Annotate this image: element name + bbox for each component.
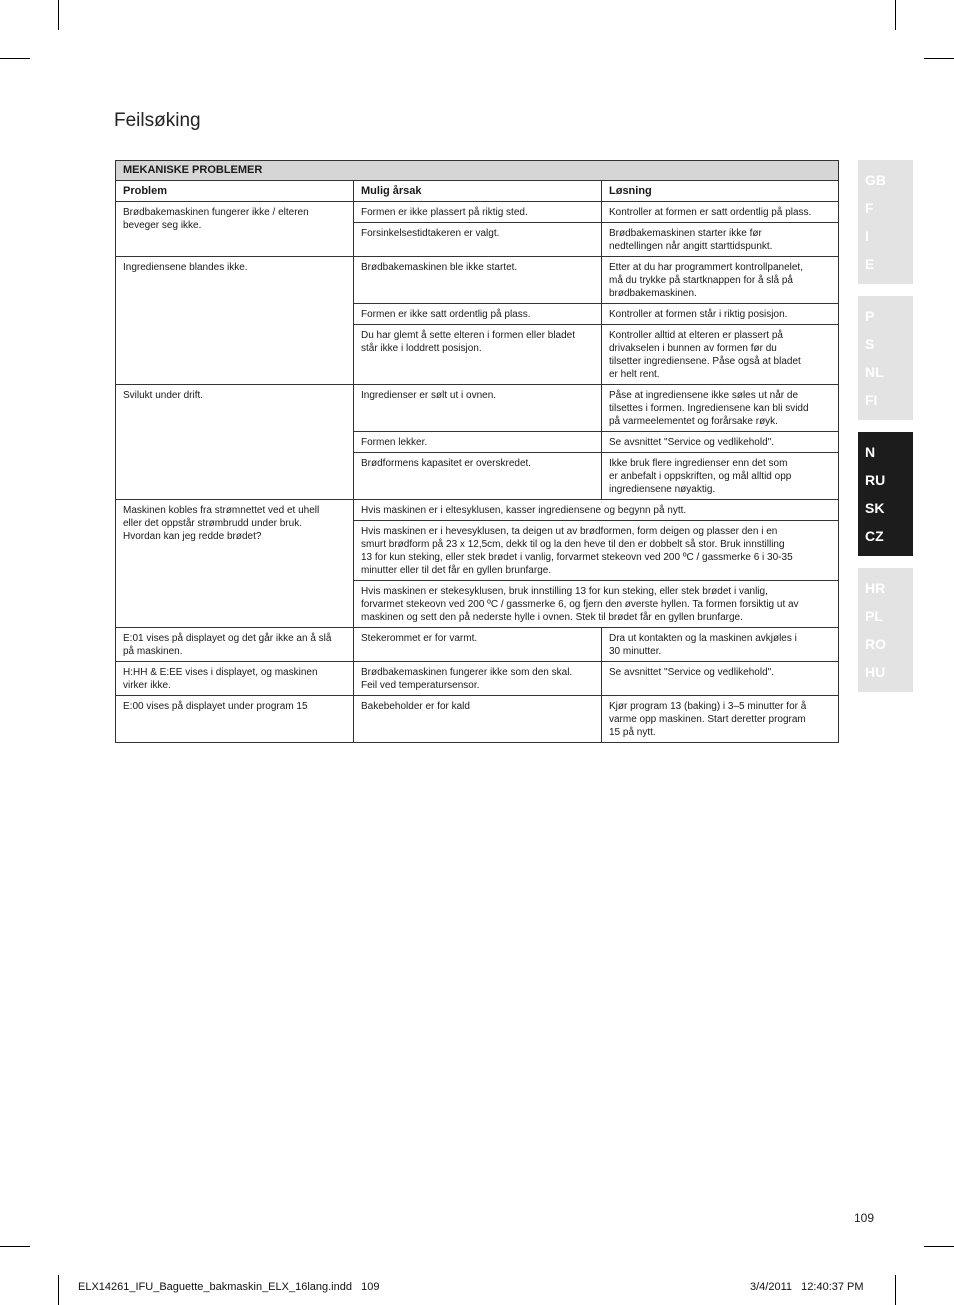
cause-cell: Du har glemt å sette elteren i formen eller bladet står ikke i loddrett posisjon. <box>354 325 602 385</box>
troubleshooting-table <box>115 160 839 743</box>
cause-cell: Bakebeholder er for kald <box>354 696 602 743</box>
language-tab-label: RO <box>865 636 886 652</box>
language-tab-label: S <box>865 336 875 352</box>
solution-cell: Etter at du har programmert kontrollpanelet, må du trykke på startknappen for å slå på brødbakemaskinen. <box>602 257 839 304</box>
crop-mark <box>895 0 896 30</box>
language-tab-label: E <box>865 256 875 272</box>
crop-mark <box>58 1275 59 1305</box>
language-tab-label: RU <box>865 472 886 488</box>
cause-cell: Formen er ikke plassert på riktig sted. <box>354 202 602 223</box>
column-header-row <box>116 181 839 202</box>
language-tab-label: HR <box>865 580 886 596</box>
cause-cell: Brødbakemaskinen ble ikke startet. <box>354 257 602 304</box>
table-row <box>116 696 839 743</box>
language-tab-group[interactable] <box>858 568 913 692</box>
language-tab-group[interactable] <box>858 296 913 420</box>
language-tab-label: GB <box>865 172 886 188</box>
solution-cell: Brødbakemaskinen starter ikke før nedtellingen når angitt starttidspunkt. <box>602 223 839 257</box>
column-header: Problem <box>116 181 354 202</box>
cause-cell: Brødbakemaskinen fungerer ikke som den skal. Feil ved temperatursensor. <box>354 662 602 696</box>
cause-cell: Stekerommet er for varmt. <box>354 628 602 662</box>
language-tab-label: SK <box>865 500 885 516</box>
page-title: Feilsøking <box>114 110 201 131</box>
solution-cell: Kontroller at formen står i riktig posisjon. <box>602 304 839 325</box>
language-tab-group[interactable] <box>858 432 913 556</box>
table-row <box>116 257 839 304</box>
cause-cell: Formen lekker. <box>354 432 602 453</box>
language-tab-label: FI <box>865 392 878 408</box>
column-header: Løsning <box>602 181 839 202</box>
footer-date: 3/4/2011 12:40:37 PM <box>750 1281 864 1293</box>
problem-cell: E:01 vises på displayet og det går ikke an å slå på maskinen. <box>116 628 354 662</box>
language-tab-label: N <box>865 444 876 460</box>
solution-cell: Kontroller at formen er satt ordentlig på plass. <box>602 202 839 223</box>
section-header-row <box>116 161 839 181</box>
column-header: Mulig årsak <box>354 181 602 202</box>
problem-cell: Svilukt under drift. <box>116 385 354 500</box>
solution-cell: Dra ut kontakten og la maskinen avkjøles i 30 minutter. <box>602 628 839 662</box>
solution-cell: Kjør program 13 (baking) i 3–5 minutter for å varme opp maskinen. Start deretter program 15 på nytt. <box>602 696 839 743</box>
crop-mark <box>0 58 30 59</box>
table-row <box>116 662 839 696</box>
language-tab-label: HU <box>865 664 886 680</box>
problem-cell: Ingrediensene blandes ikke. <box>116 257 354 385</box>
table-row <box>116 628 839 662</box>
solution-cell: Se avsnittet "Service og vedlikehold". <box>602 662 839 696</box>
solution-cell: Ikke bruk flere ingredienser enn det som er anbefalt i oppskriften, og mål alltid opp ingrediensene nøyaktig. <box>602 453 839 500</box>
language-tab-label: P <box>865 308 875 324</box>
advice-cell: Hvis maskinen er stekesyklusen, bruk innstilling 13 for kun steking, eller stek brødet i vanlig, forvarmet stekeovn ved 200 ºC / gassmerke 6, og fjern den øverste hyllen. Ta formen forsiktig ut av maskinen og sett den på nederste hylle i ovnen. Stek til brødet får en gyllen brunfarge. <box>354 581 839 628</box>
language-tab-label: I <box>865 228 869 244</box>
crop-mark <box>924 1246 954 1247</box>
footer-file-info: ELX14261_IFU_Baguette_bakmaskin_ELX_16lang.indd 109 <box>78 1281 380 1293</box>
crop-mark <box>0 1246 30 1247</box>
advice-cell: Hvis maskinen er i eltesyklusen, kasser ingrediensene og begynn på nytt. <box>354 500 839 521</box>
problem-cell: H:HH & E:EE vises i displayet, og maskinen virker ikke. <box>116 662 354 696</box>
cause-cell: Brødformens kapasitet er overskredet. <box>354 453 602 500</box>
language-tab-label: PL <box>865 608 883 624</box>
problem-cell: E:00 vises på displayet under program 15 <box>116 696 354 743</box>
solution-cell: Påse at ingrediensene ikke søles ut når de tilsettes i formen. Ingrediensene kan bli svidd på varmeelementet og forårsake røyk. <box>602 385 839 432</box>
advice-cell: Hvis maskinen er i hevesyklusen, ta deigen ut av brødformen, form deigen og plasser den i en smurt brødform på 23 x 12,5cm, dekk til og la den heve til den er dobbelt så stor. Bruk innstilling 13 for kun steking, eller stek brødet i vanlig, forvarmet stekeovn ved 200 ºC / gassmerke 6 i 30-35 minutter eller til det får en gyllen brunfarge. <box>354 521 839 581</box>
problem-cell: Brødbakemaskinen fungerer ikke / elteren beveger seg ikke. <box>116 202 354 257</box>
language-tab-group[interactable] <box>858 160 913 284</box>
page-number: 109 <box>854 1211 875 1225</box>
crop-mark <box>58 0 59 30</box>
language-tab-label: CZ <box>865 528 884 544</box>
problem-cell: Maskinen kobles fra strømnettet ved et uhell eller det oppstår strømbrudd under bruk. Hvordan kan jeg redde brødet? <box>116 500 354 628</box>
crop-mark <box>895 1275 896 1305</box>
solution-cell: Se avsnittet "Service og vedlikehold". <box>602 432 839 453</box>
solution-cell: Kontroller alltid at elteren er plassert på drivakselen i bunnen av formen før du tilsetter ingrediensene. Påse også at bladet er helt rent. <box>602 325 839 385</box>
cause-cell: Forsinkelsestidtakeren er valgt. <box>354 223 602 257</box>
language-tab-label: NL <box>865 364 884 380</box>
cause-cell: Formen er ikke satt ordentlig på plass. <box>354 304 602 325</box>
table-row <box>116 202 839 223</box>
language-tab-label: F <box>865 200 874 216</box>
table-row <box>116 385 839 432</box>
section-title: MEKANISKE PROBLEMER <box>116 161 839 181</box>
table-row <box>116 500 839 521</box>
cause-cell: Ingredienser er sølt ut i ovnen. <box>354 385 602 432</box>
crop-mark <box>924 58 954 59</box>
